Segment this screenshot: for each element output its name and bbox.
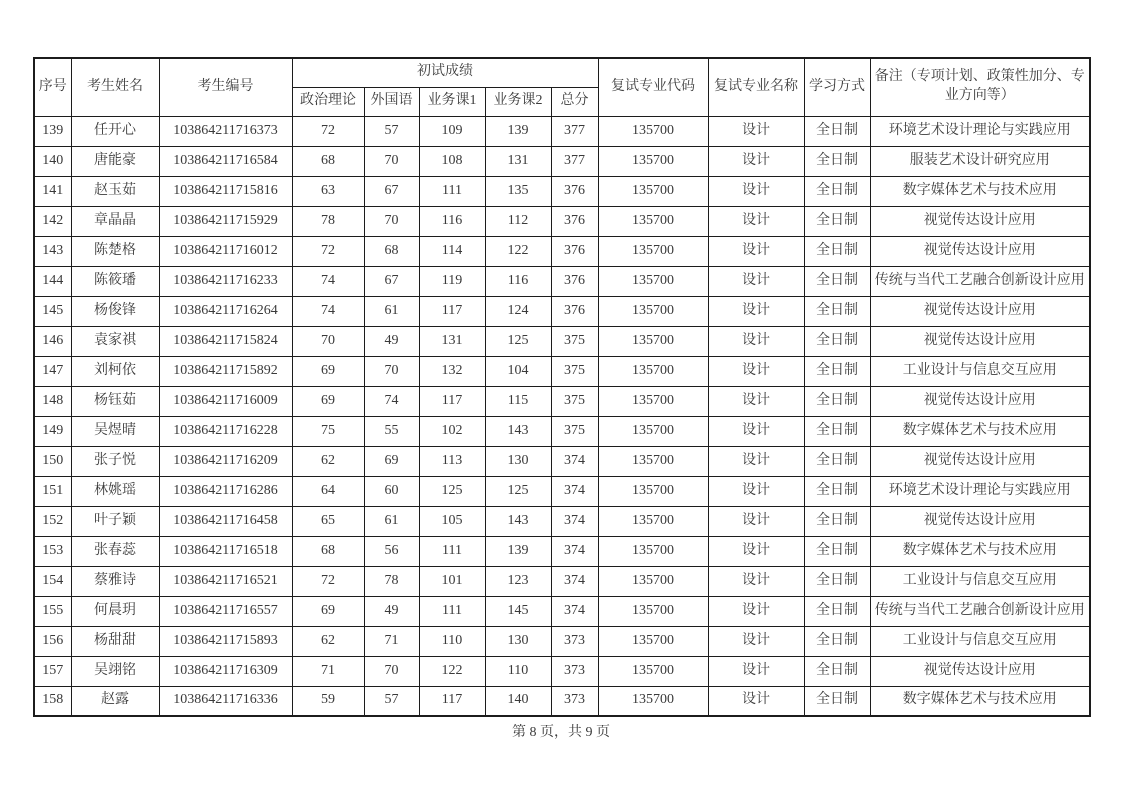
cell-candidate-id: 103864211716009 <box>159 386 292 416</box>
col-header-candidate-name: 考生姓名 <box>71 58 159 116</box>
cell-serial: 156 <box>34 626 71 656</box>
cell-candidate-id: 103864211715816 <box>159 176 292 206</box>
cell-course2-score: 139 <box>485 536 551 566</box>
cell-candidate-name: 赵玉茹 <box>71 176 159 206</box>
cell-politics-score: 72 <box>292 116 364 146</box>
cell-course1-score: 110 <box>419 626 485 656</box>
cell-candidate-name: 何晨玥 <box>71 596 159 626</box>
cell-total-score: 375 <box>551 416 598 446</box>
cell-candidate-name: 张春蕊 <box>71 536 159 566</box>
cell-remark: 数字媒体艺术与技术应用 <box>870 536 1090 566</box>
cell-retest-major-code: 135700 <box>598 326 708 356</box>
table-row <box>34 326 1090 356</box>
cell-remark: 视觉传达设计应用 <box>870 296 1090 326</box>
cell-total-score: 374 <box>551 566 598 596</box>
cell-study-mode: 全日制 <box>804 686 870 716</box>
cell-foreign-language-score: 57 <box>364 116 419 146</box>
cell-politics-score: 75 <box>292 416 364 446</box>
col-header-serial: 序号 <box>34 58 71 116</box>
cell-retest-major-code: 135700 <box>598 206 708 236</box>
cell-candidate-name: 张子悦 <box>71 446 159 476</box>
cell-candidate-name: 陈筱璠 <box>71 266 159 296</box>
table-row <box>34 536 1090 566</box>
cell-retest-major-code: 135700 <box>598 296 708 326</box>
cell-total-score: 374 <box>551 476 598 506</box>
cell-remark: 视觉传达设计应用 <box>870 326 1090 356</box>
cell-candidate-name: 吴翊铭 <box>71 656 159 686</box>
cell-politics-score: 69 <box>292 356 364 386</box>
cell-foreign-language-score: 70 <box>364 356 419 386</box>
cell-candidate-id: 103864211716458 <box>159 506 292 536</box>
cell-study-mode: 全日制 <box>804 416 870 446</box>
cell-retest-major-code: 135700 <box>598 416 708 446</box>
table-header <box>34 58 1090 116</box>
cell-candidate-id: 103864211715929 <box>159 206 292 236</box>
cell-retest-major-code: 135700 <box>598 626 708 656</box>
cell-retest-major-name: 设计 <box>708 206 804 236</box>
cell-study-mode: 全日制 <box>804 476 870 506</box>
cell-politics-score: 62 <box>292 626 364 656</box>
cell-candidate-name: 林姚瑶 <box>71 476 159 506</box>
cell-remark: 视觉传达设计应用 <box>870 656 1090 686</box>
cell-study-mode: 全日制 <box>804 176 870 206</box>
cell-course2-score: 143 <box>485 416 551 446</box>
cell-politics-score: 59 <box>292 686 364 716</box>
cell-retest-major-code: 135700 <box>598 446 708 476</box>
cell-remark: 数字媒体艺术与技术应用 <box>870 176 1090 206</box>
table-row <box>34 416 1090 446</box>
cell-course1-score: 111 <box>419 176 485 206</box>
cell-course2-score: 140 <box>485 686 551 716</box>
cell-serial: 144 <box>34 266 71 296</box>
cell-total-score: 376 <box>551 266 598 296</box>
cell-politics-score: 63 <box>292 176 364 206</box>
table-row <box>34 236 1090 266</box>
col-header-foreign-language: 外国语 <box>364 87 419 116</box>
cell-retest-major-name: 设计 <box>708 476 804 506</box>
cell-retest-major-code: 135700 <box>598 686 708 716</box>
cell-remark: 视觉传达设计应用 <box>870 206 1090 236</box>
cell-remark: 环境艺术设计理论与实践应用 <box>870 476 1090 506</box>
cell-total-score: 375 <box>551 356 598 386</box>
cell-politics-score: 68 <box>292 536 364 566</box>
cell-politics-score: 62 <box>292 446 364 476</box>
cell-candidate-name: 吴煜晴 <box>71 416 159 446</box>
cell-retest-major-name: 设计 <box>708 146 804 176</box>
table-row <box>34 446 1090 476</box>
cell-serial: 140 <box>34 146 71 176</box>
cell-study-mode: 全日制 <box>804 506 870 536</box>
cell-candidate-name: 杨甜甜 <box>71 626 159 656</box>
cell-course2-score: 131 <box>485 146 551 176</box>
cell-candidate-id: 103864211716309 <box>159 656 292 686</box>
cell-course2-score: 125 <box>485 326 551 356</box>
cell-study-mode: 全日制 <box>804 536 870 566</box>
cell-serial: 149 <box>34 416 71 446</box>
cell-course2-score: 123 <box>485 566 551 596</box>
cell-politics-score: 72 <box>292 236 364 266</box>
cell-course1-score: 125 <box>419 476 485 506</box>
cell-serial: 151 <box>34 476 71 506</box>
cell-course2-score: 116 <box>485 266 551 296</box>
cell-serial: 152 <box>34 506 71 536</box>
cell-total-score: 376 <box>551 206 598 236</box>
col-header-retest-major-name: 复试专业名称 <box>708 58 804 116</box>
cell-retest-major-name: 设计 <box>708 176 804 206</box>
cell-total-score: 375 <box>551 386 598 416</box>
table-row <box>34 476 1090 506</box>
cell-study-mode: 全日制 <box>804 266 870 296</box>
cell-total-score: 377 <box>551 146 598 176</box>
cell-foreign-language-score: 70 <box>364 206 419 236</box>
col-header-study-mode: 学习方式 <box>804 58 870 116</box>
cell-remark: 数字媒体艺术与技术应用 <box>870 416 1090 446</box>
col-header-initial-exam-scores: 初试成绩 <box>292 58 598 87</box>
cell-candidate-id: 103864211716264 <box>159 296 292 326</box>
table-row <box>34 656 1090 686</box>
cell-foreign-language-score: 49 <box>364 326 419 356</box>
cell-retest-major-name: 设计 <box>708 566 804 596</box>
table-body <box>34 116 1090 716</box>
cell-candidate-id: 103864211715824 <box>159 326 292 356</box>
cell-total-score: 376 <box>551 236 598 266</box>
cell-course1-score: 116 <box>419 206 485 236</box>
cell-remark: 服装艺术设计研究应用 <box>870 146 1090 176</box>
cell-retest-major-name: 设计 <box>708 656 804 686</box>
cell-retest-major-code: 135700 <box>598 236 708 266</box>
cell-study-mode: 全日制 <box>804 596 870 626</box>
cell-course1-score: 101 <box>419 566 485 596</box>
cell-course1-score: 132 <box>419 356 485 386</box>
cell-course1-score: 119 <box>419 266 485 296</box>
cell-course2-score: 104 <box>485 356 551 386</box>
cell-retest-major-name: 设计 <box>708 596 804 626</box>
cell-candidate-name: 章晶晶 <box>71 206 159 236</box>
cell-total-score: 374 <box>551 506 598 536</box>
cell-total-score: 375 <box>551 326 598 356</box>
cell-course2-score: 135 <box>485 176 551 206</box>
cell-remark: 传统与当代工艺融合创新设计应用 <box>870 266 1090 296</box>
cell-course2-score: 130 <box>485 626 551 656</box>
table-row <box>34 506 1090 536</box>
cell-foreign-language-score: 74 <box>364 386 419 416</box>
cell-retest-major-name: 设计 <box>708 626 804 656</box>
cell-politics-score: 74 <box>292 296 364 326</box>
cell-total-score: 376 <box>551 176 598 206</box>
cell-retest-major-code: 135700 <box>598 506 708 536</box>
cell-course2-score: 110 <box>485 656 551 686</box>
cell-retest-major-name: 设计 <box>708 266 804 296</box>
cell-course1-score: 111 <box>419 536 485 566</box>
cell-politics-score: 69 <box>292 386 364 416</box>
cell-remark: 数字媒体艺术与技术应用 <box>870 686 1090 716</box>
cell-retest-major-code: 135700 <box>598 656 708 686</box>
cell-course1-score: 114 <box>419 236 485 266</box>
table-row <box>34 296 1090 326</box>
cell-foreign-language-score: 56 <box>364 536 419 566</box>
col-header-course2: 业务课2 <box>485 87 551 116</box>
cell-remark: 工业设计与信息交互应用 <box>870 566 1090 596</box>
cell-candidate-id: 103864211716584 <box>159 146 292 176</box>
page-footer: 第 8 页，共 9 页 <box>512 725 610 740</box>
cell-retest-major-name: 设计 <box>708 416 804 446</box>
cell-study-mode: 全日制 <box>804 626 870 656</box>
cell-course1-score: 117 <box>419 296 485 326</box>
table-row <box>34 596 1090 626</box>
cell-foreign-language-score: 67 <box>364 266 419 296</box>
table-row <box>34 686 1090 716</box>
cell-total-score: 377 <box>551 116 598 146</box>
cell-politics-score: 65 <box>292 506 364 536</box>
cell-retest-major-name: 设计 <box>708 536 804 566</box>
cell-retest-major-name: 设计 <box>708 386 804 416</box>
cell-course1-score: 131 <box>419 326 485 356</box>
cell-retest-major-name: 设计 <box>708 446 804 476</box>
header-row-top <box>34 58 1090 87</box>
cell-study-mode: 全日制 <box>804 446 870 476</box>
cell-politics-score: 72 <box>292 566 364 596</box>
cell-serial: 153 <box>34 536 71 566</box>
cell-candidate-name: 袁家祺 <box>71 326 159 356</box>
cell-politics-score: 74 <box>292 266 364 296</box>
cell-politics-score: 71 <box>292 656 364 686</box>
cell-course2-score: 115 <box>485 386 551 416</box>
score-table <box>33 57 1091 717</box>
cell-course1-score: 102 <box>419 416 485 446</box>
cell-candidate-name: 杨钰茹 <box>71 386 159 416</box>
cell-foreign-language-score: 68 <box>364 236 419 266</box>
cell-course1-score: 113 <box>419 446 485 476</box>
cell-study-mode: 全日制 <box>804 566 870 596</box>
cell-foreign-language-score: 71 <box>364 626 419 656</box>
cell-remark: 视觉传达设计应用 <box>870 506 1090 536</box>
cell-serial: 150 <box>34 446 71 476</box>
col-header-politics: 政治理论 <box>292 87 364 116</box>
cell-foreign-language-score: 60 <box>364 476 419 506</box>
cell-course1-score: 117 <box>419 686 485 716</box>
cell-study-mode: 全日制 <box>804 296 870 326</box>
cell-serial: 143 <box>34 236 71 266</box>
cell-candidate-id: 103864211716373 <box>159 116 292 146</box>
cell-serial: 154 <box>34 566 71 596</box>
col-header-remark: 备注（专项计划、政策性加分、专业方向等） <box>870 58 1090 116</box>
cell-serial: 139 <box>34 116 71 146</box>
cell-candidate-name: 刘柯依 <box>71 356 159 386</box>
cell-course2-score: 130 <box>485 446 551 476</box>
cell-candidate-name: 杨俊锋 <box>71 296 159 326</box>
cell-retest-major-code: 135700 <box>598 116 708 146</box>
cell-politics-score: 64 <box>292 476 364 506</box>
cell-retest-major-code: 135700 <box>598 146 708 176</box>
cell-study-mode: 全日制 <box>804 236 870 266</box>
cell-candidate-id: 103864211715893 <box>159 626 292 656</box>
cell-foreign-language-score: 55 <box>364 416 419 446</box>
cell-foreign-language-score: 70 <box>364 146 419 176</box>
cell-retest-major-code: 135700 <box>598 266 708 296</box>
cell-course1-score: 105 <box>419 506 485 536</box>
table-row <box>34 146 1090 176</box>
cell-retest-major-code: 135700 <box>598 176 708 206</box>
cell-total-score: 373 <box>551 686 598 716</box>
table-row <box>34 566 1090 596</box>
cell-serial: 157 <box>34 656 71 686</box>
cell-retest-major-name: 设计 <box>708 326 804 356</box>
cell-candidate-id: 103864211716557 <box>159 596 292 626</box>
cell-foreign-language-score: 67 <box>364 176 419 206</box>
cell-remark: 视觉传达设计应用 <box>870 386 1090 416</box>
cell-retest-major-name: 设计 <box>708 236 804 266</box>
cell-candidate-id: 103864211716228 <box>159 416 292 446</box>
cell-candidate-name: 任开心 <box>71 116 159 146</box>
cell-remark: 工业设计与信息交互应用 <box>870 626 1090 656</box>
cell-candidate-id: 103864211716286 <box>159 476 292 506</box>
cell-course1-score: 117 <box>419 386 485 416</box>
cell-candidate-id: 103864211716521 <box>159 566 292 596</box>
cell-study-mode: 全日制 <box>804 386 870 416</box>
cell-politics-score: 70 <box>292 326 364 356</box>
cell-retest-major-code: 135700 <box>598 596 708 626</box>
cell-total-score: 376 <box>551 296 598 326</box>
cell-candidate-id: 103864211716209 <box>159 446 292 476</box>
cell-study-mode: 全日制 <box>804 326 870 356</box>
cell-retest-major-code: 135700 <box>598 536 708 566</box>
table-row <box>34 626 1090 656</box>
cell-candidate-name: 陈楚格 <box>71 236 159 266</box>
cell-total-score: 373 <box>551 656 598 686</box>
cell-total-score: 373 <box>551 626 598 656</box>
cell-course2-score: 139 <box>485 116 551 146</box>
cell-serial: 148 <box>34 386 71 416</box>
cell-course2-score: 124 <box>485 296 551 326</box>
cell-remark: 视觉传达设计应用 <box>870 236 1090 266</box>
cell-serial: 141 <box>34 176 71 206</box>
cell-course1-score: 122 <box>419 656 485 686</box>
cell-course1-score: 108 <box>419 146 485 176</box>
col-header-retest-major-code: 复试专业代码 <box>598 58 708 116</box>
cell-study-mode: 全日制 <box>804 656 870 686</box>
table-row <box>34 206 1090 236</box>
cell-course2-score: 125 <box>485 476 551 506</box>
cell-remark: 传统与当代工艺融合创新设计应用 <box>870 596 1090 626</box>
cell-serial: 142 <box>34 206 71 236</box>
cell-foreign-language-score: 49 <box>364 596 419 626</box>
cell-study-mode: 全日制 <box>804 356 870 386</box>
cell-retest-major-code: 135700 <box>598 386 708 416</box>
cell-course2-score: 143 <box>485 506 551 536</box>
cell-retest-major-name: 设计 <box>708 506 804 536</box>
cell-retest-major-name: 设计 <box>708 296 804 326</box>
cell-study-mode: 全日制 <box>804 146 870 176</box>
cell-foreign-language-score: 61 <box>364 506 419 536</box>
cell-remark: 环境艺术设计理论与实践应用 <box>870 116 1090 146</box>
cell-retest-major-name: 设计 <box>708 686 804 716</box>
cell-politics-score: 69 <box>292 596 364 626</box>
cell-foreign-language-score: 57 <box>364 686 419 716</box>
table-row <box>34 386 1090 416</box>
cell-candidate-id: 103864211715892 <box>159 356 292 386</box>
col-header-course1: 业务课1 <box>419 87 485 116</box>
cell-total-score: 374 <box>551 446 598 476</box>
cell-politics-score: 68 <box>292 146 364 176</box>
cell-course2-score: 122 <box>485 236 551 266</box>
cell-candidate-id: 103864211716336 <box>159 686 292 716</box>
cell-remark: 视觉传达设计应用 <box>870 446 1090 476</box>
cell-candidate-id: 103864211716518 <box>159 536 292 566</box>
cell-retest-major-name: 设计 <box>708 356 804 386</box>
cell-study-mode: 全日制 <box>804 116 870 146</box>
cell-course2-score: 112 <box>485 206 551 236</box>
cell-serial: 146 <box>34 326 71 356</box>
table-row <box>34 176 1090 206</box>
cell-serial: 147 <box>34 356 71 386</box>
cell-candidate-id: 103864211716233 <box>159 266 292 296</box>
cell-total-score: 374 <box>551 596 598 626</box>
cell-retest-major-name: 设计 <box>708 116 804 146</box>
cell-course1-score: 109 <box>419 116 485 146</box>
cell-retest-major-code: 135700 <box>598 566 708 596</box>
cell-retest-major-code: 135700 <box>598 476 708 506</box>
cell-candidate-name: 唐能豪 <box>71 146 159 176</box>
cell-politics-score: 78 <box>292 206 364 236</box>
cell-total-score: 374 <box>551 536 598 566</box>
cell-course2-score: 145 <box>485 596 551 626</box>
cell-candidate-name: 赵露 <box>71 686 159 716</box>
table-row <box>34 356 1090 386</box>
cell-candidate-id: 103864211716012 <box>159 236 292 266</box>
cell-foreign-language-score: 78 <box>364 566 419 596</box>
col-header-candidate-id: 考生编号 <box>159 58 292 116</box>
cell-serial: 145 <box>34 296 71 326</box>
cell-candidate-name: 叶子颖 <box>71 506 159 536</box>
cell-foreign-language-score: 70 <box>364 656 419 686</box>
table-row <box>34 116 1090 146</box>
cell-serial: 155 <box>34 596 71 626</box>
cell-course1-score: 111 <box>419 596 485 626</box>
cell-serial: 158 <box>34 686 71 716</box>
cell-candidate-name: 蔡雅诗 <box>71 566 159 596</box>
cell-remark: 工业设计与信息交互应用 <box>870 356 1090 386</box>
col-header-total: 总分 <box>551 87 598 116</box>
cell-foreign-language-score: 69 <box>364 446 419 476</box>
cell-study-mode: 全日制 <box>804 206 870 236</box>
cell-retest-major-code: 135700 <box>598 356 708 386</box>
table-row <box>34 266 1090 296</box>
cell-foreign-language-score: 61 <box>364 296 419 326</box>
